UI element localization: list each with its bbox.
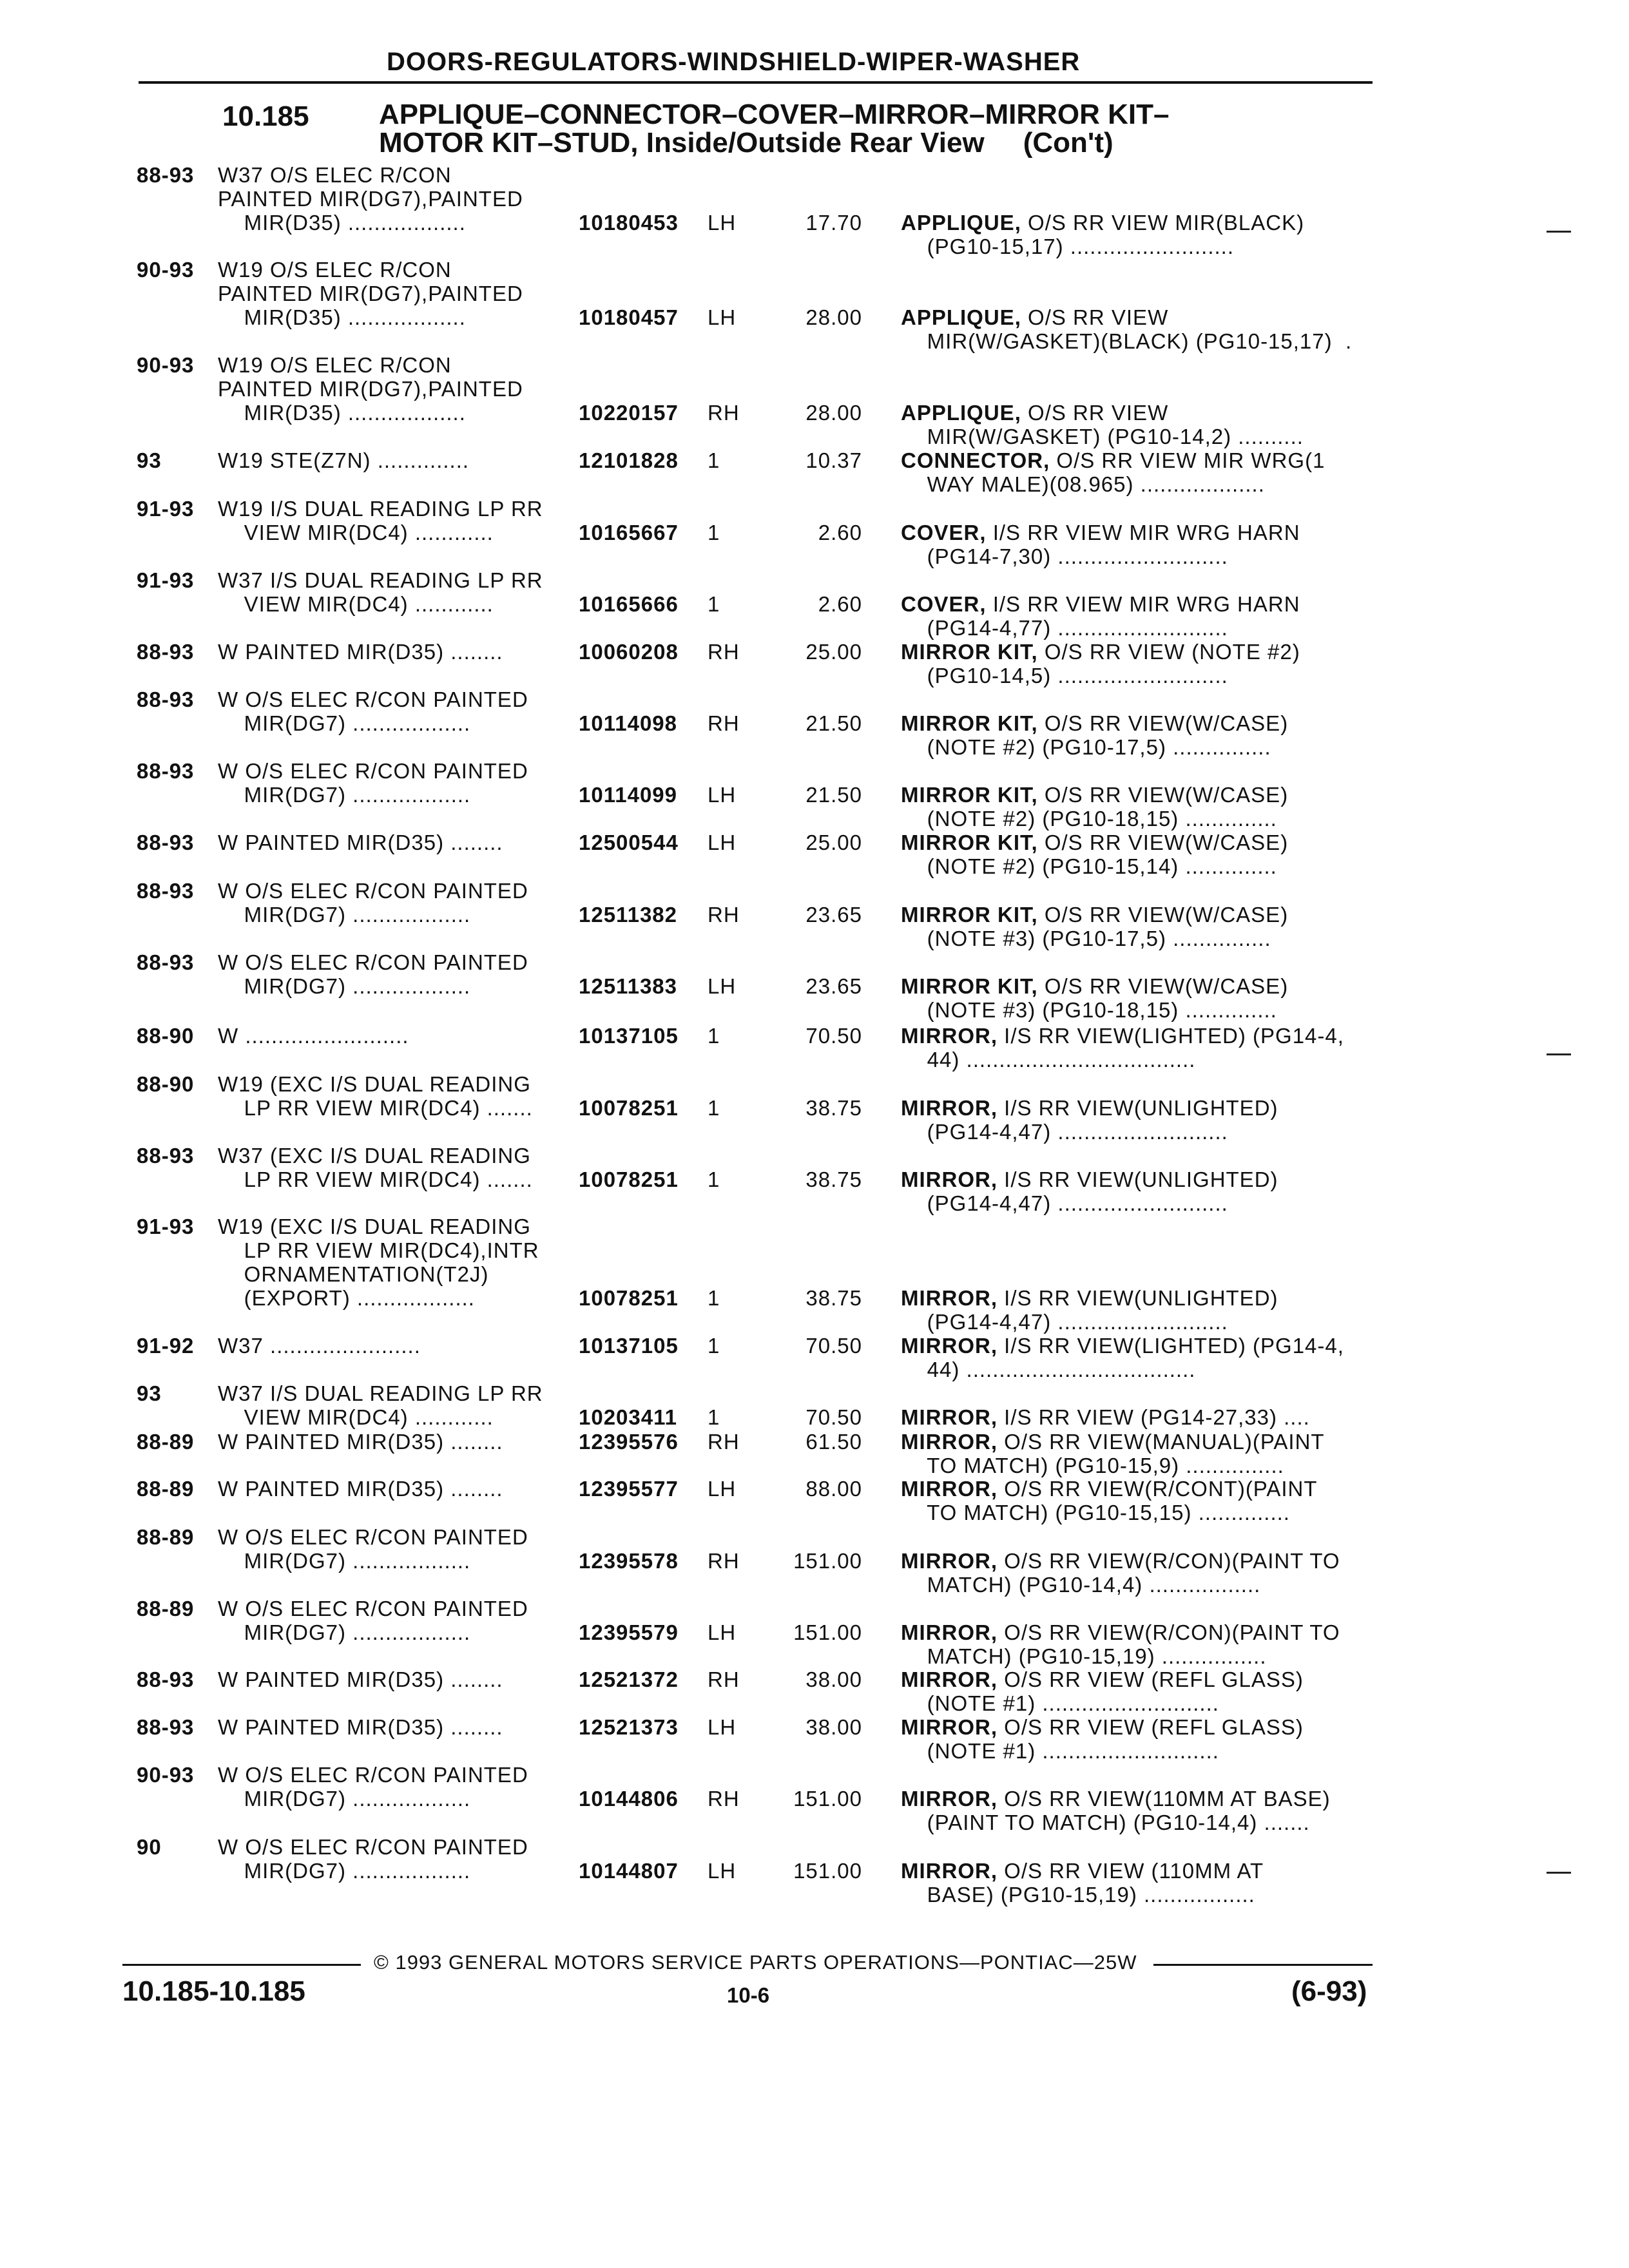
part-name-detail: O/S RR VIEW (REFL GLASS) (NOTE #1) ........................... bbox=[927, 1715, 1304, 1763]
part-number: 10144806 bbox=[579, 1787, 679, 1811]
part-name-detail: I/S RR VIEW(LIGHTED) (PG14-4, 44) ................................... bbox=[927, 1334, 1344, 1381]
part-name bbox=[901, 974, 1288, 1022]
usage-description: W37 (EXC I/S DUAL READING LP RR VIEW MIR(DC4) ....... bbox=[218, 1144, 533, 1191]
usage-description: W19 (EXC I/S DUAL READING LP RR VIEW MIR(DC4) ....... bbox=[218, 1072, 533, 1120]
price: 21.50 bbox=[805, 783, 862, 807]
price: 88.00 bbox=[805, 1477, 862, 1501]
part-name-detail: I/S RR VIEW(UNLIGHTED) (PG14-4,47) .......................... bbox=[927, 1168, 1278, 1215]
part-name-keyword: MIRROR, bbox=[901, 1715, 998, 1739]
quantity: RH bbox=[708, 1667, 740, 1691]
part-name bbox=[901, 1286, 1278, 1334]
part-name-keyword: MIRROR, bbox=[901, 1787, 998, 1811]
part-name-keyword: MIRROR, bbox=[901, 1620, 998, 1644]
part-name bbox=[901, 592, 1300, 640]
quantity: LH bbox=[708, 831, 737, 854]
part-number: 10180453 bbox=[579, 211, 679, 235]
part-name-detail: I/S RR VIEW (PG14-27,33) .... bbox=[998, 1405, 1310, 1429]
usage-description: W PAINTED MIR(D35) ........ bbox=[218, 1667, 503, 1691]
usage-description: W PAINTED MIR(D35) ........ bbox=[218, 1430, 503, 1454]
section-number: 10.185 bbox=[222, 101, 309, 132]
price: 2.60 bbox=[818, 592, 862, 616]
footer-rule-left bbox=[122, 1964, 361, 1966]
part-name-keyword: MIRROR KIT, bbox=[901, 974, 1038, 998]
part-name-keyword: MIRROR KIT, bbox=[901, 783, 1038, 807]
margin-mark bbox=[1547, 1872, 1571, 1874]
part-name-detail: O/S RR VIEW(R/CON)(PAINT TO MATCH) (PG10-14,4) ................. bbox=[927, 1549, 1340, 1597]
quantity: LH bbox=[708, 211, 737, 235]
part-number: 12521373 bbox=[579, 1715, 679, 1739]
section-title-line2-text: MOTOR KIT–STUD, Inside/Outside Rear View bbox=[379, 127, 985, 159]
usage-description: W PAINTED MIR(D35) ........ bbox=[218, 1715, 503, 1739]
part-number: 12395579 bbox=[579, 1620, 679, 1644]
footer-copyright: © 1993 GENERAL MOTORS SERVICE PARTS OPERATIONS—PONTIAC—25W bbox=[374, 1951, 1137, 1974]
part-name-detail: O/S RR VIEW(W/CASE) (NOTE #3) (PG10-17,5) ............... bbox=[927, 903, 1289, 950]
section-title-cont: (Con't) bbox=[1023, 127, 1113, 159]
part-name bbox=[901, 211, 1304, 258]
model-years: 88-90 bbox=[137, 1072, 195, 1096]
price: 2.60 bbox=[818, 521, 862, 544]
page-number: 10-6 bbox=[727, 1983, 770, 2007]
usage-description: W PAINTED MIR(D35) ........ bbox=[218, 640, 503, 664]
model-years: 88-89 bbox=[137, 1597, 195, 1620]
quantity: LH bbox=[708, 305, 737, 329]
part-number: 10165666 bbox=[579, 592, 679, 616]
part-number: 10203411 bbox=[579, 1405, 678, 1429]
part-name-keyword: MIRROR, bbox=[901, 1477, 998, 1501]
usage-description: W19 O/S ELEC R/CON PAINTED MIR(DG7),PAINTED MIR(D35) .................. bbox=[218, 258, 523, 329]
part-number: 10114098 bbox=[579, 711, 678, 735]
part-name bbox=[901, 1334, 1344, 1381]
quantity: LH bbox=[708, 1715, 737, 1739]
price: 151.00 bbox=[793, 1787, 862, 1811]
usage-description: W PAINTED MIR(D35) ........ bbox=[218, 1477, 503, 1501]
part-name-keyword: MIRROR KIT, bbox=[901, 831, 1038, 854]
part-number: 10078251 bbox=[579, 1168, 679, 1191]
quantity: RH bbox=[708, 1430, 740, 1454]
model-years: 88-93 bbox=[137, 1144, 195, 1168]
part-name-detail: I/S RR VIEW MIR WRG HARN (PG14-7,30) .......................... bbox=[927, 521, 1300, 568]
part-name-keyword: MIRROR, bbox=[901, 1549, 998, 1573]
part-name bbox=[901, 1667, 1304, 1715]
part-number: 12395577 bbox=[579, 1477, 679, 1501]
part-number: 10180457 bbox=[579, 305, 679, 329]
usage-description: W O/S ELEC R/CON PAINTED MIR(DG7) .................. bbox=[218, 1835, 528, 1883]
part-name-detail: O/S RR VIEW(MANUAL)(PAINT TO MATCH) (PG10-15,9) ............... bbox=[927, 1430, 1325, 1477]
usage-description: W O/S ELEC R/CON PAINTED MIR(DG7) .................. bbox=[218, 759, 528, 807]
model-years: 88-89 bbox=[137, 1430, 195, 1454]
price: 23.65 bbox=[805, 903, 862, 927]
model-years: 88-93 bbox=[137, 879, 195, 903]
quantity: 1 bbox=[708, 1168, 720, 1191]
part-number: 10220157 bbox=[579, 401, 679, 425]
model-years: 88-93 bbox=[137, 759, 195, 783]
part-name-keyword: MIRROR, bbox=[901, 1168, 998, 1191]
price: 70.50 bbox=[805, 1405, 862, 1429]
usage-description: W O/S ELEC R/CON PAINTED MIR(DG7) .................. bbox=[218, 1525, 528, 1573]
model-years: 90-93 bbox=[137, 258, 195, 282]
price: 21.50 bbox=[805, 711, 862, 735]
quantity: RH bbox=[708, 640, 740, 664]
part-name-keyword: APPLIQUE, bbox=[901, 211, 1021, 235]
part-name bbox=[901, 903, 1288, 950]
model-years: 88-89 bbox=[137, 1477, 195, 1501]
usage-description: W19 I/S DUAL READING LP RR VIEW MIR(DC4) ............ bbox=[218, 497, 543, 544]
part-name-keyword: MIRROR, bbox=[901, 1859, 998, 1883]
part-name-keyword: MIRROR, bbox=[901, 1430, 998, 1454]
part-name-keyword: CONNECTOR, bbox=[901, 448, 1050, 472]
price: 23.65 bbox=[805, 974, 862, 998]
part-name bbox=[901, 1168, 1278, 1215]
part-name-keyword: MIRROR, bbox=[901, 1667, 998, 1691]
part-number: 10078251 bbox=[579, 1096, 679, 1120]
usage-description: W O/S ELEC R/CON PAINTED MIR(DG7) .................. bbox=[218, 687, 528, 735]
part-name-keyword: MIRROR, bbox=[901, 1334, 998, 1358]
price: 38.00 bbox=[805, 1667, 862, 1691]
part-name bbox=[901, 1477, 1318, 1524]
part-name-keyword: APPLIQUE, bbox=[901, 401, 1021, 425]
usage-description: W37 I/S DUAL READING LP RR VIEW MIR(DC4) ............ bbox=[218, 568, 543, 616]
part-name-keyword: MIRROR KIT, bbox=[901, 640, 1038, 664]
part-name-detail: I/S RR VIEW MIR WRG HARN (PG14-4,77) .......................... bbox=[927, 592, 1300, 640]
price: 151.00 bbox=[793, 1620, 862, 1644]
part-name-detail: O/S RR VIEW (110MM AT BASE) (PG10-15,19) ................. bbox=[927, 1859, 1264, 1907]
part-number: 12500544 bbox=[579, 831, 679, 854]
model-years: 91-93 bbox=[137, 1215, 195, 1238]
price: 38.00 bbox=[805, 1715, 862, 1739]
model-years: 88-93 bbox=[137, 950, 195, 974]
model-years: 93 bbox=[137, 448, 162, 472]
quantity: LH bbox=[708, 974, 737, 998]
model-years: 91-92 bbox=[137, 1334, 195, 1358]
part-name bbox=[901, 521, 1300, 568]
quantity: LH bbox=[708, 1477, 737, 1501]
part-name bbox=[901, 1024, 1344, 1072]
quantity: 1 bbox=[708, 1286, 720, 1310]
model-years: 90-93 bbox=[137, 353, 195, 377]
part-name-detail: O/S RR VIEW(W/CASE) (NOTE #2) (PG10-18,15) .............. bbox=[927, 783, 1289, 831]
usage-description: W O/S ELEC R/CON PAINTED MIR(DG7) .................. bbox=[218, 1763, 528, 1811]
usage-description: W PAINTED MIR(D35) ........ bbox=[218, 831, 503, 854]
part-name-detail: I/S RR VIEW(LIGHTED) (PG14-4, 44) ................................... bbox=[927, 1024, 1344, 1072]
model-years: 90-93 bbox=[137, 1763, 195, 1787]
quantity: 1 bbox=[708, 448, 720, 472]
price: 38.75 bbox=[805, 1168, 862, 1191]
price: 25.00 bbox=[805, 831, 862, 854]
quantity: RH bbox=[708, 711, 740, 735]
part-name-detail: O/S RR VIEW(110MM AT BASE) (PAINT TO MATCH) (PG10-14,4) ....... bbox=[927, 1787, 1331, 1834]
quantity: RH bbox=[708, 903, 740, 927]
part-number: 12395576 bbox=[579, 1430, 679, 1454]
price: 151.00 bbox=[793, 1859, 862, 1883]
part-number: 12395578 bbox=[579, 1549, 679, 1573]
model-years: 88-93 bbox=[137, 1667, 195, 1691]
model-years: 88-93 bbox=[137, 687, 195, 711]
part-name-keyword: COVER, bbox=[901, 592, 987, 616]
price: 28.00 bbox=[805, 305, 862, 329]
usage-description: W O/S ELEC R/CON PAINTED MIR(DG7) .................. bbox=[218, 1597, 528, 1644]
part-number: 12511383 bbox=[579, 974, 678, 998]
part-name bbox=[901, 448, 1325, 496]
usage-description: W19 (EXC I/S DUAL READING LP RR VIEW MIR(DC4),INTR ORNAMENTATION(T2J) (EXPORT) .................. bbox=[218, 1215, 539, 1310]
part-name-keyword: MIRROR, bbox=[901, 1286, 998, 1310]
part-name-detail: O/S RR VIEW(W/CASE) (NOTE #2) (PG10-17,5) ............... bbox=[927, 711, 1289, 759]
price: 61.50 bbox=[805, 1430, 862, 1454]
part-name-detail: I/S RR VIEW(UNLIGHTED) (PG14-4,47) .......................... bbox=[927, 1096, 1278, 1144]
part-name-detail: O/S RR VIEW (REFL GLASS) (NOTE #1) ........................... bbox=[927, 1667, 1304, 1715]
price: 17.70 bbox=[805, 211, 862, 235]
price: 10.37 bbox=[805, 448, 862, 472]
model-years: 88-93 bbox=[137, 640, 195, 664]
quantity: LH bbox=[708, 1859, 737, 1883]
price: 151.00 bbox=[793, 1549, 862, 1573]
model-years: 90 bbox=[137, 1835, 162, 1859]
part-name bbox=[901, 1787, 1331, 1834]
model-years: 88-93 bbox=[137, 1715, 195, 1739]
part-number: 10078251 bbox=[579, 1286, 679, 1310]
part-name-keyword: MIRROR, bbox=[901, 1096, 998, 1120]
part-name bbox=[901, 783, 1288, 831]
footer-date: (6-93) bbox=[1291, 1975, 1367, 2007]
part-name bbox=[901, 640, 1300, 687]
model-years: 91-93 bbox=[137, 497, 195, 521]
model-years: 88-90 bbox=[137, 1024, 195, 1048]
usage-description: W19 STE(Z7N) .............. bbox=[218, 448, 470, 472]
model-years: 88-89 bbox=[137, 1525, 195, 1549]
part-name bbox=[901, 1549, 1340, 1597]
usage-description: W37 O/S ELEC R/CON PAINTED MIR(DG7),PAINTED MIR(D35) .................. bbox=[218, 163, 523, 235]
part-name-detail: I/S RR VIEW(UNLIGHTED) (PG14-4,47) .......................... bbox=[927, 1286, 1278, 1334]
page-header: DOORS-REGULATORS-WINDSHIELD-WIPER-WASHER bbox=[387, 48, 1081, 76]
part-number: 10060208 bbox=[579, 640, 679, 664]
part-name bbox=[901, 1859, 1264, 1907]
price: 70.50 bbox=[805, 1024, 862, 1048]
quantity: 1 bbox=[708, 1334, 720, 1358]
part-name bbox=[901, 1405, 1310, 1429]
usage-description: W ......................... bbox=[218, 1024, 409, 1048]
part-number: 12101828 bbox=[579, 448, 679, 472]
margin-mark bbox=[1547, 1053, 1571, 1055]
part-name-keyword: MIRROR KIT, bbox=[901, 711, 1038, 735]
quantity: 1 bbox=[708, 1096, 720, 1120]
part-name bbox=[901, 711, 1288, 759]
part-name-detail: O/S RR VIEW (NOTE #2) (PG10-14,5) .......................... bbox=[927, 640, 1300, 687]
model-years: 88-93 bbox=[137, 831, 195, 854]
part-name-detail: O/S RR VIEW MIR WRG(1 WAY MALE)(08.965) ................... bbox=[927, 448, 1325, 496]
part-name-detail: O/S RR VIEW MIR(W/GASKET)(BLACK) (PG10-15,17) . bbox=[927, 305, 1353, 353]
part-name bbox=[901, 305, 1352, 353]
quantity: 1 bbox=[708, 1024, 720, 1048]
part-name bbox=[901, 1620, 1340, 1668]
price: 38.75 bbox=[805, 1286, 862, 1310]
margin-mark bbox=[1547, 231, 1571, 233]
part-name-detail: O/S RR VIEW(W/CASE) (NOTE #2) (PG10-15,14) .............. bbox=[927, 831, 1289, 878]
part-name bbox=[901, 401, 1304, 448]
part-name-keyword: MIRROR, bbox=[901, 1024, 998, 1048]
quantity: RH bbox=[708, 401, 740, 425]
quantity: RH bbox=[708, 1787, 740, 1811]
usage-description: W37 ....................... bbox=[218, 1334, 421, 1358]
section-title-line1: APPLIQUE–CONNECTOR–COVER–MIRROR–MIRROR KIT– bbox=[379, 99, 1170, 130]
part-name-keyword: MIRROR KIT, bbox=[901, 903, 1038, 927]
part-number: 10144807 bbox=[579, 1859, 679, 1883]
model-years: 88-93 bbox=[137, 163, 195, 187]
price: 25.00 bbox=[805, 640, 862, 664]
price: 38.75 bbox=[805, 1096, 862, 1120]
part-name-detail: O/S RR VIEW(W/CASE) (NOTE #3) (PG10-18,15) .............. bbox=[927, 974, 1289, 1022]
part-number: 10137105 bbox=[579, 1334, 679, 1358]
part-name bbox=[901, 1096, 1278, 1144]
usage-description: W19 O/S ELEC R/CON PAINTED MIR(DG7),PAINTED MIR(D35) .................. bbox=[218, 353, 523, 425]
part-name bbox=[901, 1715, 1304, 1763]
part-number: 10137105 bbox=[579, 1024, 679, 1048]
part-name-detail: O/S RR VIEW MIR(W/GASKET) (PG10-14,2) .......... bbox=[927, 401, 1304, 448]
footer-rule-right bbox=[1153, 1964, 1373, 1966]
quantity: LH bbox=[708, 783, 737, 807]
quantity: LH bbox=[708, 1620, 737, 1644]
price: 28.00 bbox=[805, 401, 862, 425]
part-name-detail: O/S RR VIEW(R/CON)(PAINT TO MATCH) (PG10-15,19) ................ bbox=[927, 1620, 1340, 1668]
part-number: 10165667 bbox=[579, 521, 679, 544]
usage-description: W37 I/S DUAL READING LP RR VIEW MIR(DC4) ............ bbox=[218, 1381, 543, 1429]
part-name-keyword: APPLIQUE, bbox=[901, 305, 1021, 329]
part-name-keyword: MIRROR, bbox=[901, 1405, 998, 1429]
usage-description: W O/S ELEC R/CON PAINTED MIR(DG7) .................. bbox=[218, 950, 528, 998]
part-name-keyword: COVER, bbox=[901, 521, 987, 544]
footer-range: 10.185-10.185 bbox=[122, 1975, 305, 2007]
quantity: 1 bbox=[708, 1405, 720, 1429]
part-number: 12521372 bbox=[579, 1667, 679, 1691]
part-name bbox=[901, 1430, 1325, 1477]
quantity: RH bbox=[708, 1549, 740, 1573]
part-name bbox=[901, 831, 1288, 878]
quantity: 1 bbox=[708, 592, 720, 616]
usage-description: W O/S ELEC R/CON PAINTED MIR(DG7) .................. bbox=[218, 879, 528, 927]
part-name-detail: O/S RR VIEW(R/CONT)(PAINT TO MATCH) (PG10-15,15) .............. bbox=[927, 1477, 1318, 1524]
part-number: 12511382 bbox=[579, 903, 678, 927]
model-years: 93 bbox=[137, 1381, 162, 1405]
price: 70.50 bbox=[805, 1334, 862, 1358]
quantity: 1 bbox=[708, 521, 720, 544]
part-number: 10114099 bbox=[579, 783, 678, 807]
model-years: 91-93 bbox=[137, 568, 195, 592]
part-name-detail: O/S RR VIEW MIR(BLACK) (PG10-15,17) ......................... bbox=[927, 211, 1305, 258]
